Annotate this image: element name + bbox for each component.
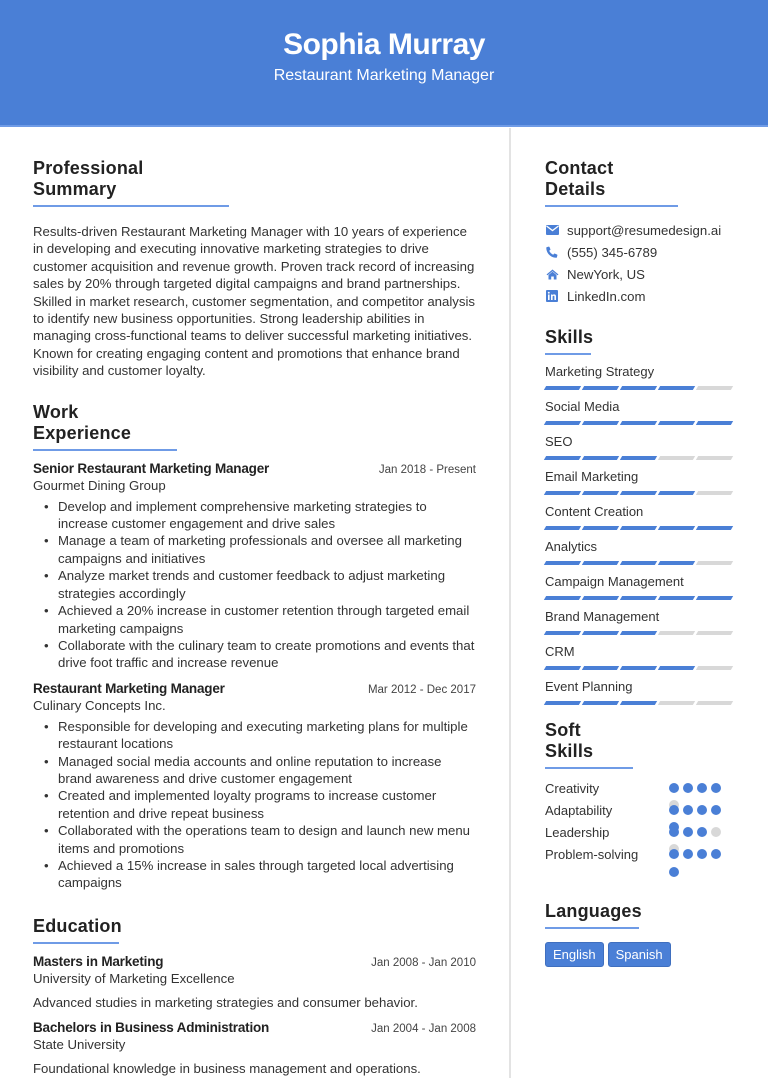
skill-segment-empty — [696, 491, 733, 495]
bullet-item: • Created and implemented loyalty programs to increase customer retention and drive repeat business — [58, 787, 476, 822]
rating-dot-filled — [683, 783, 693, 793]
skill-segment-filled — [658, 421, 695, 425]
skill-segment-filled — [620, 526, 657, 530]
contact-text: LinkedIn.com — [567, 288, 646, 304]
rating-dot-filled — [669, 849, 679, 859]
skill-segment-empty — [658, 701, 695, 705]
candidate-title: Restaurant Marketing Manager — [273, 67, 495, 84]
degree-title: Bachelors in Business Administration — [33, 1019, 270, 1035]
rating-dot-filled — [669, 805, 679, 815]
skill-segment-filled — [620, 701, 657, 705]
rating-dot-filled — [683, 805, 693, 815]
education-dates: Jan 2004 - Jan 2008 — [371, 1022, 476, 1035]
rating-dot-filled — [683, 849, 693, 859]
skill-segment-filled — [544, 561, 581, 565]
bullet-item: • Collaborate with the culinary team to create promotions and events that drive foot traffic and increase revenue — [58, 637, 476, 672]
skill-item — [545, 469, 745, 495]
heading-underline — [545, 767, 633, 769]
skill-segment-filled — [658, 491, 695, 495]
heading-underline — [545, 353, 591, 355]
column-divider — [509, 128, 511, 1078]
skill-label: Brand Management — [545, 609, 660, 624]
skill-level-bar — [545, 701, 745, 705]
rating-dot-empty — [711, 827, 721, 837]
skill-segment-filled — [620, 666, 657, 670]
skill-segment-filled — [620, 561, 657, 565]
contact-location — [545, 263, 745, 285]
heading-underline — [33, 449, 177, 451]
contact-linkedin[interactable] — [545, 285, 745, 307]
skill-label: Email Marketing — [545, 469, 639, 484]
skill-label: CRM — [545, 644, 575, 659]
skill-segment-filled — [658, 386, 695, 390]
soft-skill-label: Leadership — [545, 824, 610, 840]
skill-level-bar — [545, 421, 745, 425]
rating-dot-filled — [697, 827, 707, 837]
skill-segment-filled — [658, 561, 695, 565]
skill-level-bar — [545, 596, 745, 600]
skill-segment-filled — [544, 526, 581, 530]
skill-segment-empty — [658, 456, 695, 460]
skill-segment-empty — [658, 631, 695, 635]
skill-segment-empty — [696, 386, 733, 390]
skill-label: Social Media — [545, 399, 620, 414]
contact-section — [545, 158, 745, 307]
skill-segment-filled — [582, 666, 619, 670]
heading-underline — [33, 205, 229, 207]
soft-skill-label: Problem-solving — [545, 846, 639, 862]
skill-segment-empty — [696, 456, 733, 460]
skill-segment-filled — [582, 421, 619, 425]
heading-underline — [545, 927, 639, 929]
skill-item — [545, 679, 745, 705]
rating-dot-filled — [711, 805, 721, 815]
rating-dot-filled — [697, 783, 707, 793]
job-title: Senior Restaurant Marketing Manager — [33, 460, 270, 476]
rating-dot-filled — [683, 827, 693, 837]
languages-section — [545, 901, 745, 967]
main-column — [33, 158, 476, 1076]
bullet-item: • Analyze market trends and customer feedback to adjust marketing strategies accordingly — [58, 567, 476, 602]
skill-segment-filled — [620, 386, 657, 390]
bullet-item: • Responsible for developing and executing marketing plans for multiple restaurant locations — [58, 718, 476, 753]
skill-segment-filled — [620, 491, 657, 495]
skill-item — [545, 644, 745, 670]
contact-text: (555) 345-6789 — [567, 244, 658, 260]
resume-header — [0, 0, 768, 127]
skill-segment-filled — [544, 491, 581, 495]
rating-dot-filled — [669, 827, 679, 837]
section-heading: Soft Skills — [545, 720, 594, 761]
skill-segment-filled — [582, 526, 619, 530]
education-description: Foundational knowledge in business management and operations. — [33, 1060, 421, 1076]
skill-item — [545, 539, 745, 565]
job-dates: Jan 2018 - Present — [378, 463, 476, 476]
skill-segment-empty — [696, 561, 733, 565]
skill-segment-filled — [582, 701, 619, 705]
degree-title: Masters in Marketing — [33, 953, 164, 969]
skill-item — [545, 364, 745, 390]
skill-level-bar — [545, 561, 745, 565]
rating-dot-filled — [697, 849, 707, 859]
skill-segment-filled — [582, 456, 619, 460]
skill-segment-filled — [696, 421, 733, 425]
skill-level-bar — [545, 666, 745, 670]
skill-segment-empty — [696, 701, 733, 705]
rating-dot-filled — [711, 783, 721, 793]
contact-text: support@resumedesign.ai — [567, 222, 722, 238]
skill-item — [545, 609, 745, 635]
bullet-item: • Manage a team of marketing professionals and oversee all marketing campaigns and initiatives — [58, 532, 476, 567]
skill-level-bar — [545, 526, 745, 530]
school-name: University of Marketing Excellence — [33, 970, 235, 986]
skill-segment-empty — [696, 666, 733, 670]
skill-label: Marketing Strategy — [545, 364, 655, 379]
education-description: Advanced studies in marketing strategies and consumer behavior. — [33, 994, 418, 1010]
skill-segment-filled — [582, 386, 619, 390]
heading-underline — [33, 942, 119, 944]
skill-segment-filled — [544, 666, 581, 670]
job-dates: Mar 2012 - Dec 2017 — [367, 683, 476, 696]
skill-item — [545, 574, 745, 600]
home-icon — [545, 267, 559, 281]
skill-segment-filled — [658, 666, 695, 670]
skill-item — [545, 434, 745, 460]
contact-phone[interactable] — [545, 241, 745, 263]
skill-segment-filled — [544, 421, 581, 425]
phone-icon — [545, 245, 559, 259]
rating-dot-filled — [669, 867, 679, 877]
job-entry — [33, 681, 476, 892]
skill-segment-filled — [696, 526, 733, 530]
rating-dot-filled — [669, 783, 679, 793]
skill-label: SEO — [545, 434, 573, 449]
bullet-item: • Collaborated with the operations team to design and launch new menu items and promotions — [58, 822, 476, 857]
education-entry — [33, 1020, 476, 1076]
section-heading: Contact Details — [545, 158, 614, 199]
job-company: Gourmet Dining Group — [33, 477, 166, 493]
skill-segment-filled — [582, 631, 619, 635]
rating-dot-filled — [711, 849, 721, 859]
bullet-item: • Managed social media accounts and online reputation to increase brand awareness and drive customer engagement — [58, 753, 476, 788]
skill-segment-filled — [544, 631, 581, 635]
skill-label: Content Creation — [545, 504, 644, 519]
job-title: Restaurant Marketing Manager — [33, 680, 225, 696]
skill-label: Analytics — [545, 539, 598, 554]
job-bullets — [33, 498, 476, 672]
experience-section — [33, 402, 476, 892]
skill-segment-filled — [658, 526, 695, 530]
language-badge: Spanish — [608, 942, 671, 967]
section-heading: Professional Summary — [33, 158, 144, 199]
skills-section — [545, 327, 745, 705]
section-heading: Work Experience — [33, 401, 132, 443]
language-badge: English — [545, 942, 604, 967]
education-section — [33, 916, 476, 1076]
section-heading: Languages — [545, 901, 642, 921]
skill-segment-empty — [696, 631, 733, 635]
bullet-item: • Develop and implement comprehensive marketing strategies to increase customer engagement and drive sales — [58, 498, 476, 533]
skill-segment-filled — [544, 596, 581, 600]
linkedin-icon — [545, 289, 559, 303]
skill-segment-filled — [620, 631, 657, 635]
skill-segment-filled — [582, 491, 619, 495]
skill-segment-filled — [544, 456, 581, 460]
skill-segment-filled — [582, 561, 619, 565]
skill-segment-filled — [696, 596, 733, 600]
education-dates: Jan 2008 - Jan 2010 — [371, 956, 476, 969]
skill-label: Campaign Management — [545, 574, 684, 589]
soft-skills-section — [545, 720, 745, 865]
skill-segment-filled — [544, 386, 581, 390]
skill-item — [545, 399, 745, 425]
summary-section — [33, 158, 476, 380]
job-entry — [33, 461, 476, 672]
bullet-item: • Achieved a 15% increase in sales through targeted local advertising campaigns — [58, 857, 476, 892]
envelope-icon — [545, 223, 559, 237]
contact-email[interactable] — [545, 219, 745, 241]
job-bullets — [33, 718, 476, 892]
skill-segment-filled — [620, 421, 657, 425]
contact-text: NewYork, US — [567, 266, 645, 282]
skill-segment-filled — [620, 596, 657, 600]
bullet-item: • Achieved a 20% increase in customer retention through targeted email marketing campaigns — [58, 602, 476, 637]
summary-text: Results-driven Restaurant Marketing Manager with 10 years of experience in developing and executing innovative marketing strategies to drive customer acquisition and revenue growth. Proven track record of increasing sales by 20% through targeted digital campaigns and brand partnerships. Skilled in market research, customer segmentation, and competitor analysis to identify new business opportunities. Strong leadership abilities in managing cross-functional teams to deliver successful marketing initiatives. Known for creating engaging content and promotions that enhance brand visibility and customer loyalty. — [33, 224, 475, 379]
skill-item — [545, 504, 745, 530]
soft-skill-label: Adaptability — [545, 802, 613, 818]
section-heading: Skills — [545, 327, 594, 347]
skill-level-bar — [545, 491, 745, 495]
skill-level-bar — [545, 631, 745, 635]
rating-dot-filled — [697, 805, 707, 815]
job-company: Culinary Concepts Inc. — [33, 697, 166, 713]
skill-segment-filled — [544, 701, 581, 705]
soft-skill-label: Creativity — [545, 780, 600, 796]
sidebar-column — [545, 158, 745, 967]
education-entry — [33, 954, 476, 1010]
skill-segment-filled — [658, 596, 695, 600]
candidate-name: Sophia Murray — [283, 28, 485, 61]
section-heading: Education — [33, 915, 122, 936]
skill-level-bar — [545, 386, 745, 390]
skill-segment-filled — [582, 596, 619, 600]
skill-level-bar — [545, 456, 745, 460]
skill-segment-filled — [620, 456, 657, 460]
skill-label: Event Planning — [545, 679, 633, 694]
heading-underline — [545, 205, 678, 207]
school-name: State University — [33, 1036, 126, 1052]
